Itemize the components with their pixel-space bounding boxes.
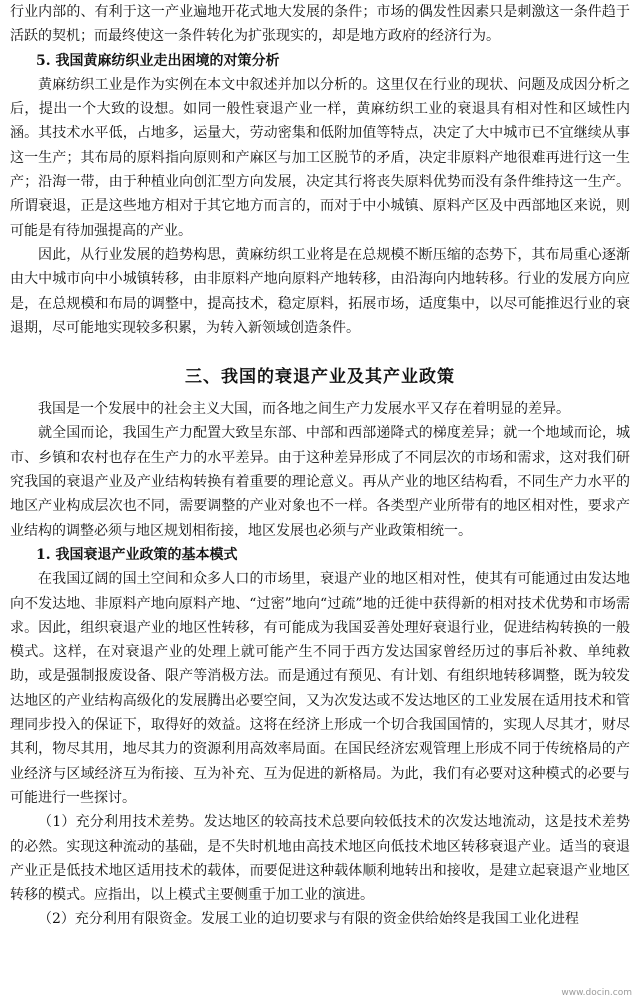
watermark: www.docin.com: [561, 988, 632, 998]
paragraph-jute-analysis: 黄麻纺织工业是作为实例在本文中叙述并加以分析的。这里仅在行业的现状、问题及成因分析之后，提出一个大致的设想。如同一般性衰退产业一样，黄麻纺织工业的衰退具有相对性和区域性内涵。其技术水平低，占地多，运量大，劳动密集和低附加值等特点，决定了大中城市已不宜继续从事这一生产；其布局的原料指向原则和产麻区与加工区脱节的矛盾，决定非原料产地很难再进行这一生产；沿海一带，由于种植业向创汇型方向发展，决定其行将丧失原料优势而没有条件维持这一生产。所谓衰退，正是这些地方相对于其它地方而言的，而对于中小城镇、原料产区及中西部地区来说，则可能是有待加强提高的产业。: [10, 76, 630, 239]
paragraph-jute-trend: 因此，从行业发展的趋势构思，黄麻纺织工业将是在总规模不断压缩的态势下，其布局重心逐渐由大中城市向中小城镇转移，由非原料产地向原料产地转移，由沿海向内地转移。行业的发展方向应是，在总规模和布局的调整中，提高技术，稳定原料，拓展市场，适度集中，以尽可能推迟行业的衰退期，尽可能地实现较多积累，为转入新领域创造条件。: [10, 246, 630, 336]
subheading-5: 5. 我国黄麻纺织业走出困境的对策分析: [36, 52, 280, 69]
subheading-1: 1. 我国衰退产业政策的基本模式: [36, 546, 238, 563]
paragraph-tech-gap: （1）充分利用技术差势。发达地区的较高技术总要向较低技术的次发达地流动，这是技术差势的必然。实现这种流动的基础，是不失时机地由高技术地区向低技术地区转移衰退产业。适当的衰退产业正是低技术地区适用技术的载体，而要促进这种载体顺利地转出和接收，是建立起衰退产业地区转移的模式。应指出，以上模式主要侧重于加工业的演进。: [10, 814, 630, 904]
paragraph-basic-model: 在我国辽阔的国土空间和众多人口的市场里，衰退产业的地区相对性，使其有可能通过由发达地向不发达地、非原料产地向原料产地、“过密”地向“过疏”地的迁徙中获得新的相对技术优势和市场需求。因此，组织衰退产业的地区性转移，有可能成为我国妥善处理好衰退行业，促进结构转换的一般模式。这样，在对衰退产业的处理上就可能产生不同于西方发达国家曾经历过的事后补救、单纯救助，或是强制报废设备、限产等消极方法。而是通过有预见、有计划、有组织地转移调整，既为较发达地区的产业结构高级化的发展腾出必要空间，又为次发达或不发达地区的工业发展在适用技术和管理同步投入的保证下，取得好的效益。这将在经济上形成一个切合我国国情的，实现人尽其才，财尽其利，物尽其用，地尽其力的资源利用高效率局面。在国民经济宏观管理上形成不同于传统格局的产业经济与区域经济互为衔接、互为补充、互为促进的新格局。为此，我们有必要对这种模式的必要与可能进行一些探讨。: [10, 571, 630, 806]
paragraph-gradient: 就全国而论，我国生产力配置大致呈东部、中部和西部递降式的梯度差异；就一个地域而论，城市、乡镇和农村也存在生产力的水平差异。由于这种差异形成了不同层次的市场和需求，这对我们研究我国的衰退产业及产业结构转换有着重要的理论意义。再从产业的地区结构看，不同生产力水平的地区产业构成层次也不同，需要调整的产业对象也不一样。各类型产业所带有的地区相对性，要求产业结构的调整必须与地区规划相衔接，地区发展也必须与产业政策相统一。: [10, 425, 630, 539]
paragraph-capital: （2）充分利用有限资金。发展工业的迫切要求与有限的资金供给始终是我国工业化进程: [38, 911, 579, 928]
paragraph-intro: 我国是一个发展中的社会主义大国，而各地之间生产力发展水平又存在着明显的差异。: [38, 401, 570, 418]
section-title: 三、我国的衰退产业及其产业政策: [185, 367, 455, 388]
paragraph-carryover: 行业内部的、有利于这一产业遍地开花式地大发展的条件；市场的偶发性因素只是刺激这一条件趋于活跃的契机；而最终使这一条件转化为扩张现实的，却是地方政府的经济行为。: [10, 4, 630, 45]
